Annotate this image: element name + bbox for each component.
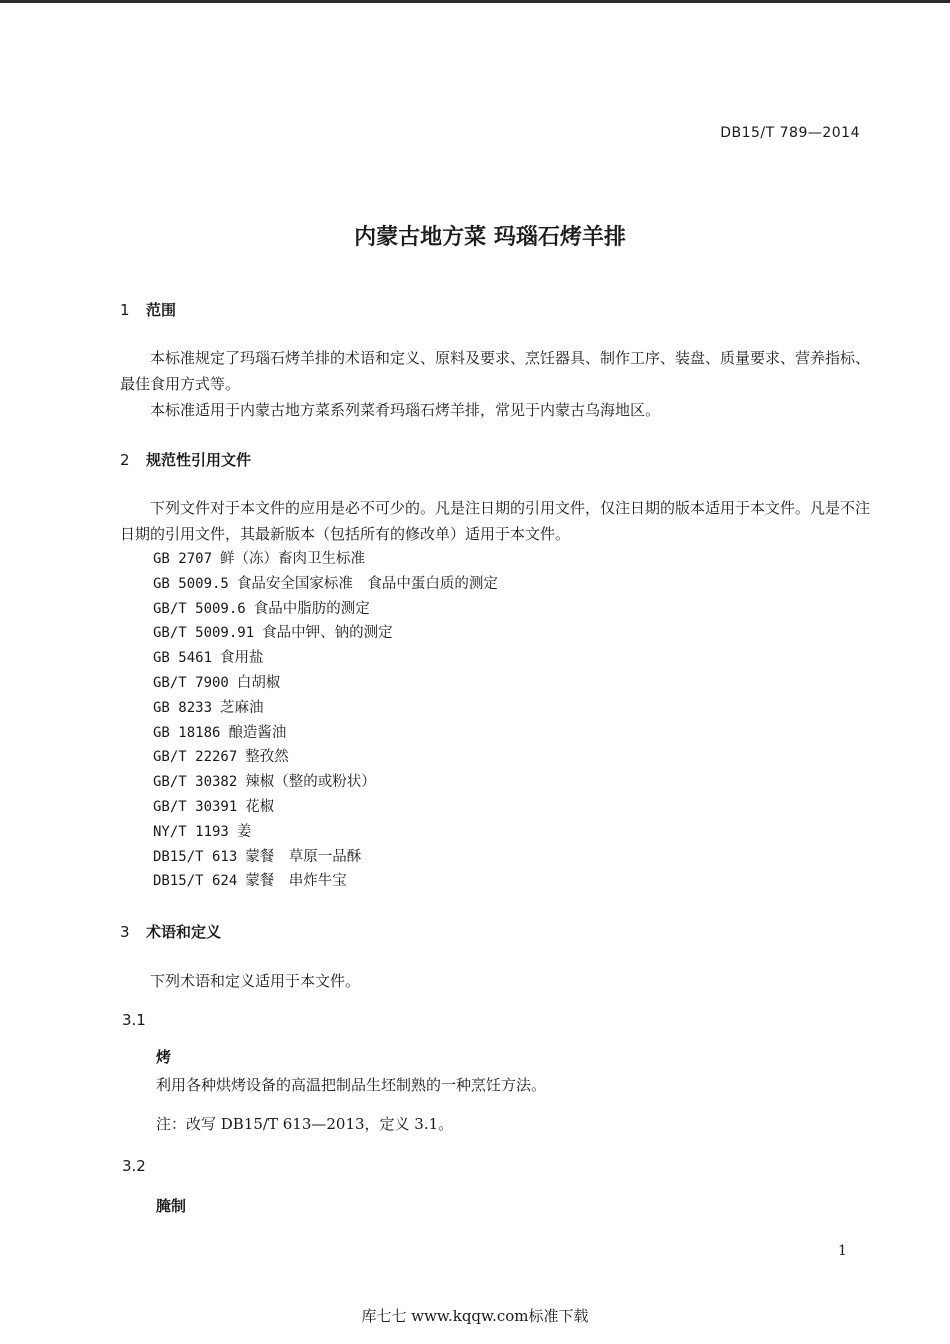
reference-code: GB/T 5009.6 bbox=[153, 600, 246, 617]
reference-title: 鲜（冻）畜肉卫生标准 bbox=[220, 551, 366, 567]
reference-code: GB/T 5009.91 bbox=[153, 625, 255, 642]
reference-title: 食品中钾、钠的测定 bbox=[262, 625, 393, 642]
reference-title: 芝麻油 bbox=[220, 699, 264, 716]
reference-code: GB/T 30391 bbox=[153, 798, 238, 815]
reference-item bbox=[153, 745, 853, 770]
section-number: 2 bbox=[120, 451, 130, 469]
reference-item bbox=[153, 869, 853, 894]
reference-item bbox=[153, 721, 853, 746]
reference-title: 食品安全国家标准 食品中蛋白质的测定 bbox=[236, 575, 498, 592]
reference-item bbox=[153, 547, 853, 572]
reference-title: 花椒 bbox=[245, 798, 275, 815]
reference-list bbox=[153, 547, 853, 894]
reference-item bbox=[153, 597, 853, 622]
clause-number: 3.1 bbox=[122, 1011, 146, 1029]
footer-watermark: 库七七 www.kqqw.com标准下载 bbox=[361, 1307, 589, 1325]
reference-title: 辣椒（整的或粉状） bbox=[245, 774, 376, 791]
reference-item bbox=[153, 696, 853, 721]
reference-code: GB 5009.5 bbox=[153, 575, 229, 592]
reference-code: GB/T 7900 bbox=[153, 674, 229, 691]
reference-item bbox=[153, 770, 853, 795]
reference-item bbox=[153, 646, 853, 671]
section-title: 术语和定义 bbox=[146, 923, 222, 941]
section-3-heading bbox=[120, 921, 221, 942]
section-title: 范围 bbox=[146, 301, 177, 319]
section-title: 规范性引用文件 bbox=[146, 451, 252, 469]
reference-item bbox=[153, 621, 853, 646]
top-rule bbox=[0, 0, 950, 3]
section-2-heading bbox=[120, 449, 251, 470]
reference-title: 姜 bbox=[236, 823, 252, 840]
reference-code: GB 5461 bbox=[153, 650, 213, 667]
reference-code: NY/T 1193 bbox=[153, 823, 229, 840]
section-1-heading bbox=[120, 299, 176, 320]
reference-item bbox=[153, 671, 853, 696]
reference-code: DB15/T 624 bbox=[153, 873, 238, 890]
reference-code: DB15/T 613 bbox=[153, 848, 238, 865]
scope-paragraph-2: 本标准适用于内蒙古地方菜系列菜肴玛瑙石烤羊排，常见于内蒙古乌海地区。 bbox=[150, 401, 661, 419]
term-note: 注：改写 DB15/T 613—2013，定义 3.1。 bbox=[156, 1115, 454, 1133]
term-title: 腌制 bbox=[156, 1197, 187, 1215]
scope-paragraph-1: 本标准规定了玛瑙石烤羊排的术语和定义、原料及要求、烹饪器具、制作工序、装盘、质量要求、营养指标、最佳食用方式等。 bbox=[120, 349, 871, 393]
document-title: 内蒙古地方菜 玛瑙石烤羊排 bbox=[354, 225, 626, 250]
term-title: 烤 bbox=[156, 1048, 172, 1066]
reference-code: GB/T 30382 bbox=[153, 774, 238, 791]
reference-title: 整孜然 bbox=[245, 749, 289, 766]
references-intro: 下列文件对于本文件的应用是必不可少的。凡是注日期的引用文件，仅注日期的版本适用于本文件。凡是不注日期的引用文件，其最新版本（包括所有的修改单）适用于本文件。 bbox=[120, 499, 871, 543]
page-number: 1 bbox=[838, 1243, 847, 1259]
section-number: 1 bbox=[120, 301, 130, 319]
reference-item bbox=[153, 820, 853, 845]
reference-title: 蒙餐 草原一品酥 bbox=[245, 848, 362, 865]
reference-code: GB 8233 bbox=[153, 699, 213, 716]
section-number: 3 bbox=[120, 923, 130, 941]
reference-title: 蒙餐 串炸牛宝 bbox=[245, 873, 347, 890]
reference-item bbox=[153, 572, 853, 597]
document-number: DB15/T 789—2014 bbox=[720, 125, 860, 141]
reference-code: GB 2707 bbox=[153, 551, 213, 567]
reference-title: 酿造酱油 bbox=[228, 724, 287, 741]
terms-intro: 下列术语和定义适用于本文件。 bbox=[150, 972, 361, 990]
reference-title: 食品中脂肪的测定 bbox=[253, 600, 370, 617]
clause-number: 3.2 bbox=[122, 1157, 146, 1175]
reference-item bbox=[153, 795, 853, 820]
reference-title: 食用盐 bbox=[220, 650, 264, 667]
reference-item bbox=[153, 845, 853, 870]
term-definition: 利用各种烘烤设备的高温把制品生坯制熟的一种烹饪方法。 bbox=[156, 1076, 547, 1094]
reference-code: GB 18186 bbox=[153, 724, 221, 741]
reference-code: GB/T 22267 bbox=[153, 749, 238, 766]
reference-title: 白胡椒 bbox=[236, 674, 281, 691]
